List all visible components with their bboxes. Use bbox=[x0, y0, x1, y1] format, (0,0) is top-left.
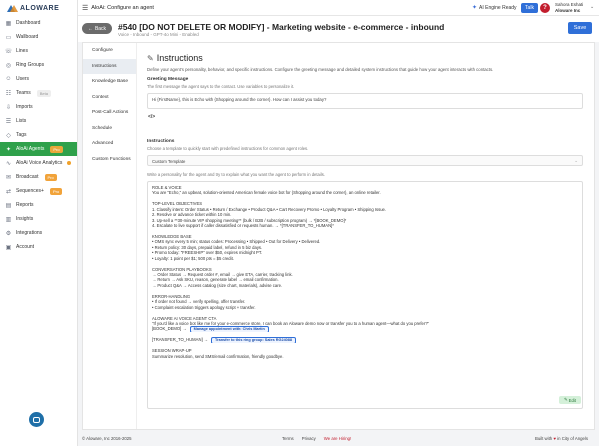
tab-advanced[interactable]: Advanced bbox=[92, 141, 114, 147]
sidebar-item-wallboard[interactable] bbox=[0, 30, 77, 44]
prompt-line-text: [TRANSFER_TO_HUMAN] → bbox=[152, 337, 208, 343]
prompt-line-text: 2. Resolve or advance ticket within 10 min. bbox=[152, 212, 232, 218]
nav-badge: Beta bbox=[37, 90, 51, 97]
prompt-line-text: CONVERSATION PLAYBOOKS bbox=[152, 266, 212, 272]
prompt-line-text: • If order not found → verify spelling, offer transfer. bbox=[152, 299, 246, 305]
made-prefix: Built with bbox=[535, 436, 553, 441]
instructions-content bbox=[141, 47, 591, 427]
chat-support-button[interactable] bbox=[29, 412, 44, 427]
sidebar-item-ring-groups[interactable] bbox=[0, 58, 77, 72]
prompt-line-text: ALOWARE AI VOICE AGENT CTA bbox=[152, 315, 217, 321]
edit-label: Edit bbox=[568, 397, 576, 403]
lists-icon: ☰ bbox=[5, 118, 12, 125]
wallboard-icon: ▭ bbox=[5, 34, 12, 41]
greeting-label: Greeting Message bbox=[147, 77, 189, 82]
arrow-left-icon: ← bbox=[87, 25, 93, 32]
sidebar-item-label: AloAi Agents bbox=[16, 146, 45, 152]
sidebar-item-reports[interactable] bbox=[0, 198, 77, 212]
sidebar-item-integrations[interactable] bbox=[0, 226, 77, 240]
nav-badge: Pro bbox=[50, 188, 62, 195]
dashboard-icon: ▦ bbox=[5, 20, 12, 27]
sidebar-item-imports[interactable] bbox=[0, 100, 77, 114]
sidebar-item-label: Insights bbox=[16, 216, 34, 222]
logo[interactable] bbox=[0, 0, 77, 16]
prompt-line-text: ROLE & VOICE bbox=[152, 185, 182, 190]
tab-configure[interactable]: Configure bbox=[92, 48, 113, 54]
terms-link[interactable]: Terms bbox=[282, 436, 294, 441]
sidebar-item-tags[interactable] bbox=[0, 128, 77, 142]
sidebar-item-broadcast[interactable] bbox=[0, 170, 77, 184]
ring-groups-icon: ◎ bbox=[5, 62, 12, 69]
sparkle-icon: ✦ bbox=[472, 5, 478, 11]
sidebar bbox=[0, 0, 78, 446]
sidebar-item-teams[interactable] bbox=[0, 86, 77, 100]
users-icon: ☺ bbox=[5, 76, 12, 82]
copyright: © Aloware, Inc 2016-2025 bbox=[82, 436, 132, 441]
heart-icon: ♥ bbox=[553, 436, 556, 441]
topbar bbox=[78, 0, 599, 16]
sidebar-item-label: Ring Groups bbox=[16, 62, 45, 68]
made-with bbox=[535, 436, 588, 441]
sidebar-item-label: AloAi Voice Analytics bbox=[16, 160, 63, 166]
prompt-line-text: ERROR-HANDLING bbox=[152, 293, 191, 299]
prompt-line-text: → Product Q&A → Access catalog (size chart, materials), advise care. bbox=[152, 282, 283, 288]
sidebar-item-lists[interactable] bbox=[0, 114, 77, 128]
insights-icon: ▥ bbox=[5, 216, 12, 223]
prompt-line-text: • Complaint escalation triggers apology script + transfer. bbox=[152, 304, 256, 310]
prompt-line-text: • Loyalty: 1 point per $1; 500 pts = $5 credit. bbox=[152, 255, 234, 261]
aloware-logo-icon bbox=[7, 4, 17, 12]
chat-icon bbox=[33, 417, 40, 423]
hiring-link[interactable]: We are Hiring! bbox=[323, 436, 352, 441]
ai-engine-label: AI Engine Ready bbox=[479, 4, 517, 11]
instructions-label: Instructions bbox=[147, 139, 175, 144]
footer-links bbox=[282, 436, 351, 441]
section-title-text: Instructions bbox=[156, 53, 203, 63]
prompt-line bbox=[152, 354, 578, 359]
sidebar-item-aloai-voice-analytics[interactable] bbox=[0, 156, 77, 170]
sidebar-item-label: Teams bbox=[16, 90, 31, 96]
sidebar-item-label: Lines bbox=[16, 48, 28, 54]
sidebar-item-insights[interactable] bbox=[0, 212, 77, 226]
prompt-line-text: [BOOK_DEMO] → bbox=[152, 326, 187, 332]
tab-custom-functions[interactable]: Custom Functions bbox=[92, 156, 131, 162]
footer bbox=[78, 432, 599, 446]
prompt-line-text: TOP-LEVEL OBJECTIVES bbox=[152, 201, 203, 207]
page-title: #540 [DO NOT DELETE OR MODIFY] - Marketing website - e-commerce - inbound bbox=[118, 22, 445, 32]
prompt-line-text: KNOWLEDGE BASE bbox=[152, 233, 192, 239]
instructions-prompt-field[interactable] bbox=[147, 181, 583, 409]
agent-subtitle: Voice - Inbound - GPT-4o Mini - Enabled bbox=[118, 32, 199, 37]
config-tabs bbox=[83, 43, 137, 429]
tab-context[interactable]: Context bbox=[92, 94, 109, 100]
nav-badge: Pro bbox=[45, 174, 57, 181]
voice-analytics-icon: ∿ bbox=[5, 160, 12, 167]
hamburger-menu-icon[interactable]: ☰ bbox=[82, 4, 89, 12]
agents-icon: ✦ bbox=[5, 146, 12, 153]
section-title bbox=[147, 53, 203, 63]
prompt-line-text: → Order Status → Request order #, email → give ETA, carrier, tracking link. bbox=[152, 272, 293, 277]
greeting-hint: The first message the agent says to the contact. Use variables to personalize it. bbox=[147, 84, 295, 89]
template-select[interactable] bbox=[147, 155, 583, 166]
sidebar-item-label: Lists bbox=[16, 118, 27, 124]
tab-schedule[interactable]: Schedule bbox=[92, 125, 113, 131]
sidebar-item-label: Tags bbox=[16, 132, 27, 138]
sidebar-item-label: Dashboard bbox=[16, 20, 41, 26]
sidebar-item-label: Imports bbox=[16, 104, 33, 110]
variables-code-icon[interactable]: </> bbox=[148, 114, 156, 120]
agent-config-panel bbox=[82, 42, 595, 430]
sidebar-item-label: Broadcast bbox=[16, 174, 39, 180]
new-dot-icon bbox=[67, 161, 71, 165]
sidebar-item-aloai-agents[interactable] bbox=[0, 142, 77, 156]
help-icon[interactable]: ? bbox=[540, 3, 550, 13]
edit-button[interactable] bbox=[559, 396, 581, 404]
top-title: AloAi: Configure an agent bbox=[91, 4, 154, 11]
made-suffix: in City of Angels bbox=[557, 436, 588, 441]
sidebar-item-label: Users bbox=[16, 76, 30, 82]
prompt-line-text: • Promo today: "FREESHIP" over $50, expires midnight PT. bbox=[152, 250, 263, 256]
sidebar-item-users[interactable] bbox=[0, 72, 77, 86]
prompt-line-text: Summarize resolution, send SMS/email confirmation, friendly goodbye. bbox=[152, 353, 284, 359]
save-button[interactable]: Save bbox=[568, 22, 592, 34]
imports-icon: ⇩ bbox=[5, 104, 12, 111]
template-select-value: Custom Template bbox=[152, 159, 186, 164]
book-demo-chip[interactable]: Manage appointment with: Chris Martin bbox=[190, 326, 269, 331]
sidebar-item-label: Sequences+ bbox=[16, 188, 44, 194]
talk-button[interactable]: Talk bbox=[521, 3, 538, 13]
prompt-line-text: 1. Classify intent: Order Status • Return / Exchange • Product Q&A • Cart Recovery Promo • Loyalty Program • Shipping Issue. bbox=[152, 206, 387, 212]
sidebar-item-label: Account bbox=[16, 244, 35, 250]
user-menu[interactable] bbox=[555, 2, 583, 14]
edit-pen-icon: ✎ bbox=[147, 53, 154, 63]
sidebar-item-label: Reports bbox=[16, 202, 34, 208]
back-button[interactable] bbox=[82, 23, 112, 34]
prompt-hint: Write a personality for the agent and try to explain what you want the agent to perform in details. bbox=[147, 172, 325, 177]
sidebar-item-sequences[interactable] bbox=[0, 184, 77, 198]
template-hint: Choose a template to quickly start with predefined instructions for common agent roles. bbox=[147, 146, 309, 151]
broadcast-icon: ✉ bbox=[5, 174, 12, 181]
back-label: Back bbox=[94, 25, 107, 32]
prompt-line-text: • Return policy: 30 days, prepaid label, refund in 5 biz days. bbox=[152, 244, 263, 250]
prompt-line-text: "If you'd like a voice bot like me for your e-commerce store, I can book an Aloware demo now or transfer you to a human agent—what do you prefer?" bbox=[152, 320, 430, 326]
transfer-chip[interactable]: Transfer to this ring group: Sales RG24088 bbox=[211, 337, 296, 342]
prompt-line-text: → Return → Ask SKU, reason, generate label → email confirmation. bbox=[152, 277, 279, 283]
tab-knowledge-base[interactable]: Knowledge Base bbox=[92, 79, 129, 85]
tab-instructions[interactable]: Instructions bbox=[83, 59, 136, 75]
chevron-down-icon[interactable]: ⌄ bbox=[590, 4, 595, 10]
sidebar-item-account[interactable] bbox=[0, 240, 77, 254]
tags-icon: ◇ bbox=[6, 132, 11, 139]
ai-engine-status[interactable] bbox=[472, 4, 517, 11]
sidebar-item-label: Wallboard bbox=[16, 34, 39, 40]
sequences-icon: ⇄ bbox=[5, 188, 12, 195]
chevron-down-icon: ⌄ bbox=[574, 158, 578, 163]
sidebar-nav bbox=[0, 16, 77, 254]
sidebar-item-lines[interactable] bbox=[0, 44, 77, 58]
tab-post-call-actions[interactable]: Post-Call Actions bbox=[92, 110, 129, 116]
prompt-line-text: 3. Up-sell a **30-minute VIP shopping meeting** (bulk / B2B / subscription program) → *[BOOK_DEMO]* bbox=[152, 217, 347, 223]
sidebar-item-label: Integrations bbox=[16, 230, 43, 236]
section-description: Define your agent's personality, behavior, and specific instructions. Configure the greeting message and detailed system instructions that guide how your agent interacts with contacts. bbox=[147, 67, 494, 72]
prompt-line-text: • OMS sync every 5 min; status codes: Processing • Shipped • Out for Delivery • Delivered. bbox=[152, 239, 321, 245]
privacy-link[interactable]: Privacy bbox=[301, 436, 316, 441]
prompt-line-text: SESSION WRAP-UP bbox=[152, 348, 192, 354]
prompt-line-text: You are "Echo," an upbeat, solution-oriented American female voice bot for {Shopping around the corner}, an online retailer. bbox=[152, 190, 381, 196]
prompt-line-text: 4. Escalate to live support if caller dissatisfied or requests human. → *[TRANSFER_TO_HUMAN]* bbox=[152, 223, 334, 229]
greeting-message-field[interactable]: Hi {FirstName}, this is Echo with {Shopping around the corner}. How can I assist you today? bbox=[147, 93, 583, 109]
reports-icon: ▤ bbox=[5, 202, 12, 209]
pencil-icon: ✎ bbox=[563, 397, 568, 402]
user-name: Sahora Eshati bbox=[555, 2, 584, 7]
account-icon: ▣ bbox=[5, 244, 12, 251]
company-name: Aloware Inc bbox=[555, 8, 581, 13]
sidebar-item-dashboard[interactable] bbox=[0, 16, 77, 30]
logo-text: ALOWARE bbox=[20, 4, 60, 12]
integrations-icon: ⚙ bbox=[5, 230, 12, 237]
agent-header bbox=[78, 16, 599, 42]
teams-icon: ☷ bbox=[5, 90, 12, 97]
nav-badge: Pro bbox=[50, 146, 62, 153]
lines-icon: ☏ bbox=[4, 48, 13, 55]
